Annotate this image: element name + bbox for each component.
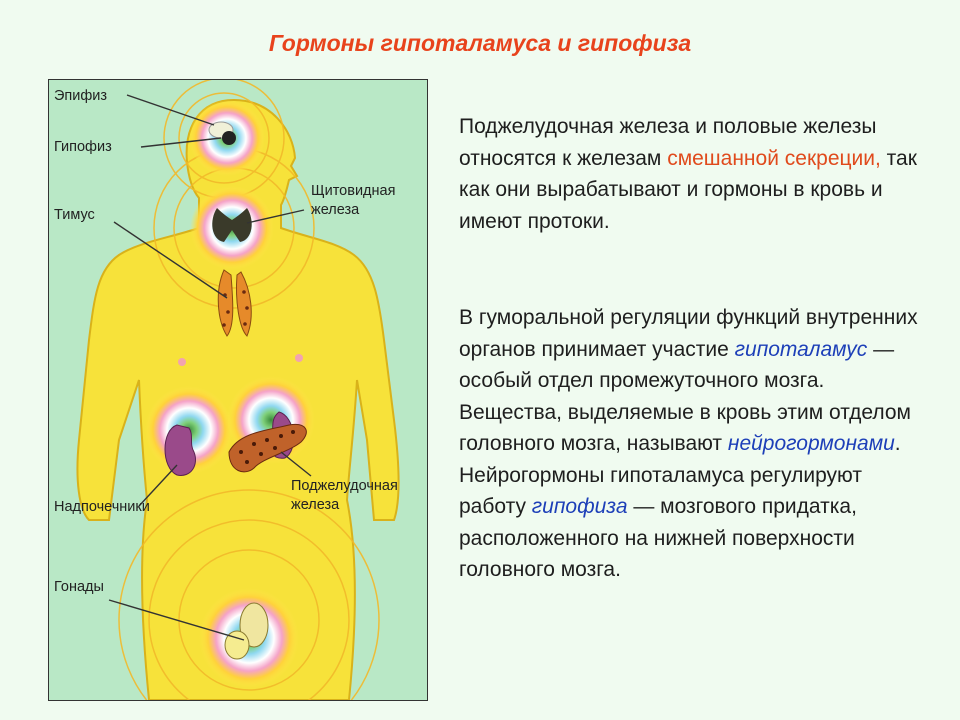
label-pancreas-line1: Поджелудочная <box>291 478 398 494</box>
p2-text-1: В гуморальной регуляции функций внутренних органов принимает участие <box>459 306 918 361</box>
p1-text-2: так как они вырабатывают и гормоны в кровь и имеют протоки. <box>459 146 917 233</box>
left-kidney <box>165 425 195 475</box>
body-illustration <box>49 80 427 700</box>
p2-text-2: — особый отдел промежуточного мозга. Вещества, выделяемые в кровь этим отделом головного мозга, называют <box>459 337 911 455</box>
label-pituitary: Гипофиз <box>54 139 112 155</box>
slide-title: Гормоны гипоталамуса и гипофиза <box>268 30 692 56</box>
p2-term-neurohormones: нейрогормонами <box>727 432 895 455</box>
label-thyroid <box>311 182 395 220</box>
p1-text-1: Поджелудочная железа и половые железы относятся к железам <box>459 115 877 170</box>
label-thyroid-line1: Щитовидная <box>311 183 396 199</box>
pituitary-gland <box>222 131 236 145</box>
label-pancreas-line2: железа <box>291 497 340 513</box>
label-thymus: Тимус <box>54 207 95 223</box>
p2-text-3: . Нейрогормоны гипоталамуса регулируют работу <box>459 432 901 518</box>
p2-term-pituitary: гипофиза <box>531 495 628 518</box>
p2-text-4: — мозгового придатка, расположенного на нижней поверхности головного мозга. <box>459 495 857 581</box>
p2-term-hypothalamus: гипоталамус <box>734 337 868 361</box>
label-gonads: Гонады <box>54 579 104 595</box>
label-pancreas <box>291 477 398 515</box>
p1-highlight: смешанной секреции, <box>667 146 881 170</box>
label-epiphysis: Эпифиз <box>54 88 108 104</box>
label-adrenals: Надпочечники <box>54 499 150 515</box>
label-thyroid-line2: железа <box>311 202 360 218</box>
endocrine-diagram <box>48 79 428 701</box>
paragraph-hypothalamus <box>459 302 929 586</box>
paragraph-mixed-secretion <box>459 111 929 237</box>
